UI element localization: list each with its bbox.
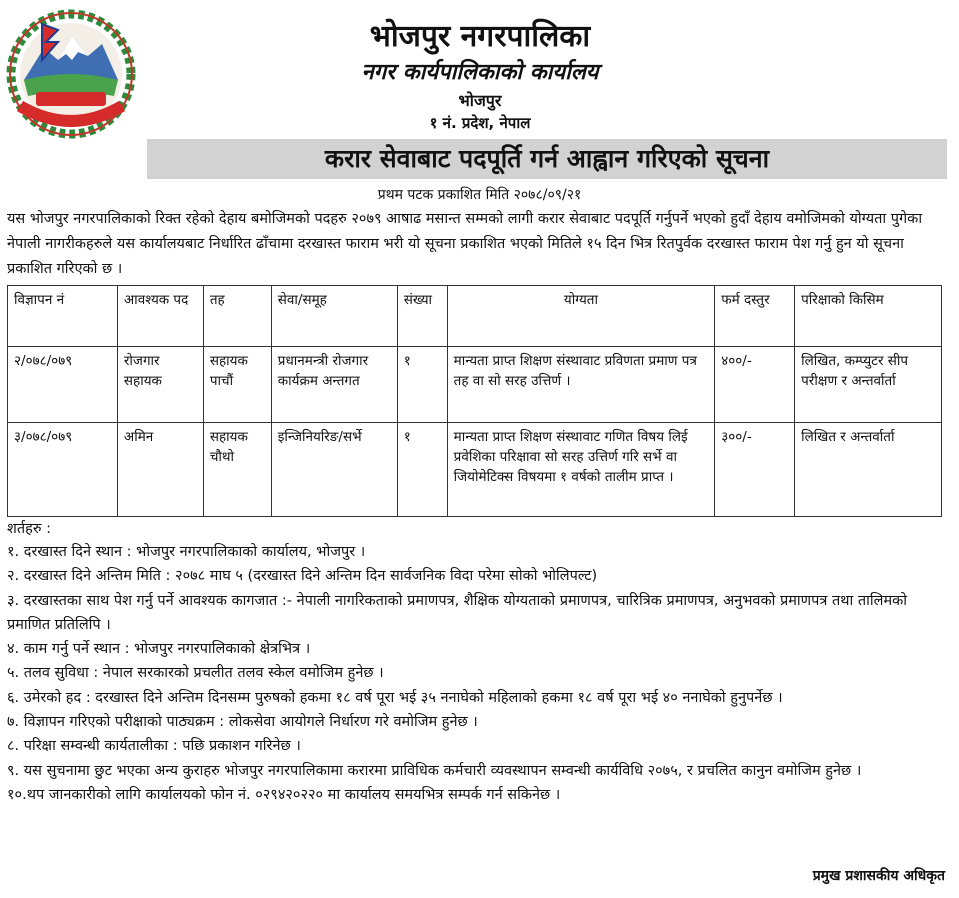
table-cell: लिखित र अन्तर्वार्ता xyxy=(795,423,942,517)
list-item: १०.थप जानकारीको लागि कार्यालयको फोन नं. ०२९४२०२२० मा कार्यालय समयभित्र सम्पर्क गर्न सकिनेछ । xyxy=(7,786,561,803)
vacancy-table xyxy=(7,285,942,517)
nepal-emblem-icon xyxy=(6,8,136,140)
office-name: नगर कार्यपालिकाको कार्यालय xyxy=(361,60,599,85)
list-item: ३. दरखास्तका साथ पेश गर्नु पर्ने आवश्यक कागजात :- नेपाली नागरिकताको प्रमाणपत्र, शैक्षिक योग्यताको प्रमाणपत्र, चारित्रिक प्रमाणपत्र, अनुभवको प्रमाणपत्र तथा तालिमको प्रमाणित प्रतिलिपि । xyxy=(7,592,908,633)
intro-paragraph: यस भोजपुर नगरपालिकाको रिक्त रहेको देहाय बमोजिमको पदहरु २०७९ आषाढ मसान्त सम्मको लागी करार सेवाबाट पदपूर्ति गर्नुपर्ने भएको हुदाँ देहाय वमोजिमको योग्यता पुगेका नेपाली नागरीकहरुले यस कार्यालयबाट निर्धारित ढाँचामा दरखास्त फाराम भरी यो सूचना प्रकाशित भएको मितिले १५ दिन भित्र रितपुर्वक दरखास्त फाराम पेश गर्नु हुन यो सूचना प्रकाशित गरिएको छ । xyxy=(7,211,923,277)
table-header-row xyxy=(8,286,942,347)
terms-list xyxy=(7,540,947,807)
province-name: १ नं. प्रदेश, नेपाल xyxy=(429,114,531,132)
col-header: तह xyxy=(203,286,271,347)
list-item: ४. काम गर्नु पर्ने स्थान : भोजपुर नगरपालिकाको क्षेत्रभित्र । xyxy=(7,641,311,658)
list-item: २. दरखास्त दिने अन्तिम मिति : २०७८ माघ ५ (दरखास्त दिने अन्तिम दिन सार्वजनिक विदा परेमा सोको भोलिपल्ट) xyxy=(7,568,598,585)
col-header: सेवा/समूह xyxy=(271,286,397,347)
list-item: ५. तलव सुविधा : नेपाल सरकारको प्रचलीत तलव स्केल वमोजिम हुनेछ । xyxy=(7,665,384,682)
col-header: आवश्यक पद xyxy=(117,286,203,347)
place-name: भोजपुर xyxy=(458,91,502,110)
table-cell: २/०७८/०७९ xyxy=(8,347,118,423)
list-item: ७. विज्ञापन गरिएको परीक्षाको पाठ्यक्रम : लोकसेवा आयोगले निर्धारण गरे वमोजिम हुनेछ । xyxy=(7,714,478,731)
list-item: ९. यस सुचनामा छुट भएका अन्य कुराहरु भोजपुर नगरपालिकामा करारमा प्राविधिक कर्मचारी व्यवस्थापन सम्वन्धी कार्यविधि २०७५, र प्रचलित कानुन वमोजिम हुनेछ । xyxy=(7,762,862,779)
municipality-name: भोजपुर नगरपालिका xyxy=(369,19,591,54)
table-cell: १ xyxy=(397,423,447,517)
col-header: फर्म दस्तुर xyxy=(715,286,795,347)
table-cell: प्रधानमन्त्री रोजगार कार्यक्रम अन्तगत xyxy=(271,347,397,423)
table-cell: इन्जिनियरिङ/सर्भे xyxy=(271,423,397,517)
table-cell: सहायक पाचौं xyxy=(203,347,271,423)
list-item: ८. परिक्षा सम्वन्धी कार्यतालीका : पछि प्रकाशन गरिनेछ । xyxy=(7,738,301,755)
table-cell: ४००/- xyxy=(715,347,795,423)
table-cell: अमिन xyxy=(117,423,203,517)
table-cell: ३००/- xyxy=(715,423,795,517)
signature-title: प्रमुख प्रशासकीय अधिकृत xyxy=(812,868,945,884)
col-header: विज्ञापन नं xyxy=(8,286,118,347)
list-item: ६. उमेरको हद : दरखास्त दिने अन्तिम दिनसम्म पुरुषको हकमा १८ वर्ष पूरा भई ३५ ननाघेको महिलाको हकमा १८ वर्ष पूरा भई ४० ननाघेको हुनुपर्नेछ । xyxy=(7,689,783,706)
table-cell: सहायक चौथो xyxy=(203,423,271,517)
table-row xyxy=(8,347,942,423)
list-item: १. दरखास्त दिने स्थान : भोजपुर नगरपालिकाको कार्यालय, भोजपुर । xyxy=(7,544,366,560)
table-cell: रोजगार सहायक xyxy=(117,347,203,423)
notice-title: करार सेवाबाट पदपूर्ति गर्न आह्वान गरिएको सूचना xyxy=(147,139,947,179)
col-header: संख्या xyxy=(397,286,447,347)
terms-heading: शर्तहरु : xyxy=(7,521,51,537)
col-header: परिक्षाको किसिम xyxy=(795,286,942,347)
published-date: प्रथम पटक प्रकाशित मिति २०७८/०९/२१ xyxy=(377,187,582,203)
table-cell: मान्यता प्राप्त शिक्षण संस्थावाट प्रविणता प्रमाण पत्र तह वा सो सरह उत्तिर्ण । xyxy=(447,347,715,423)
table-row xyxy=(8,423,942,517)
table-cell: ३/०७८/०७९ xyxy=(8,423,118,517)
table-cell: १ xyxy=(397,347,447,423)
table-cell: मान्यता प्राप्त शिक्षण संस्थावाट गणित विषय लिई प्रवेशिका परिक्षावा सो सरह उत्तिर्ण गरि सर्भे वा जियोमेटिक्स विषयमा १ वर्षको तालीम प्राप्त । xyxy=(447,423,715,517)
table-cell: लिखित, कम्प्युटर सीप परीक्षण र अन्तर्वार्ता xyxy=(795,347,942,423)
col-header: योग्यता xyxy=(447,286,715,347)
